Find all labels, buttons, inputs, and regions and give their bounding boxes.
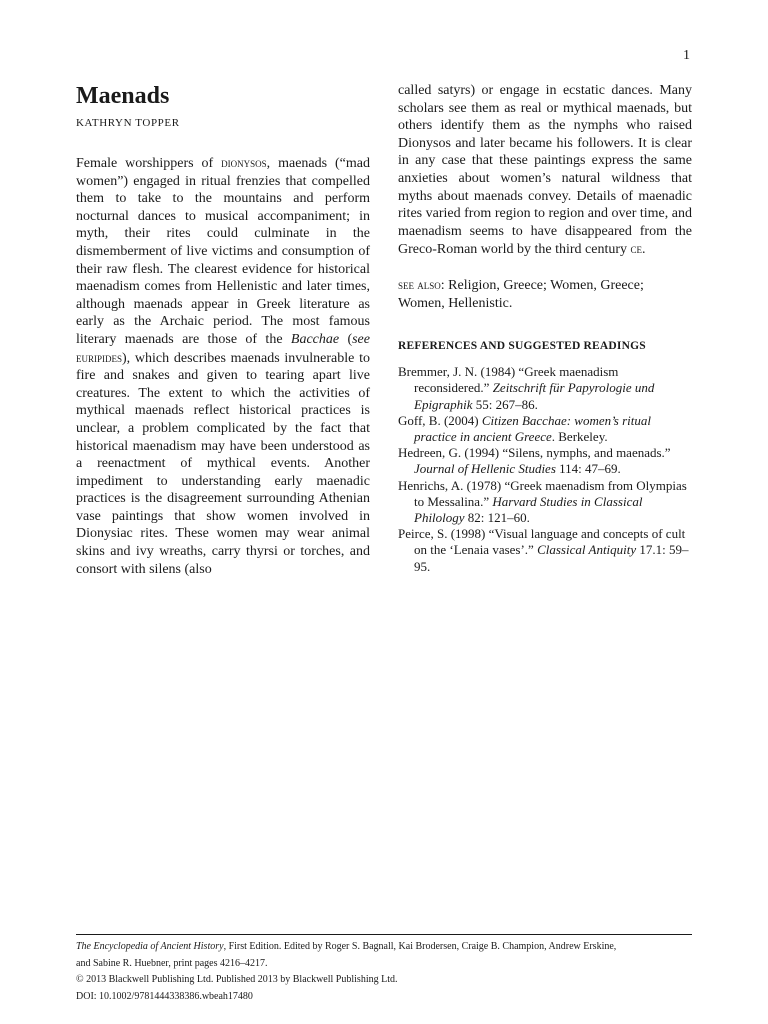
references-heading: REFERENCES AND SUGGESTED READINGS <box>398 340 646 353</box>
references-list <box>398 364 692 575</box>
body-paragraph-right: called satyrs) or engage in ecstatic dances. Many scholars see them as real or mythical maenads, but others identify them as the nymphs who raised Dionysos and later became his followers. It is clear in any case that these paintings express the same anxieties about women’s natural wildness that myths about maenads convey. Details of maenadic rites varied from region to region and over time, and maenadism seems to have disappeared from the Greco-Roman world by the third century ce. <box>398 83 692 258</box>
right-column <box>398 82 692 575</box>
cross-reference-euripides[interactable]: euripides <box>76 349 123 365</box>
footer-line-1: The Encyclopedia of Ancient History, First Edition. Edited by Roger S. Bagnall, Kai Brodersen, Craige B. Champion, Andrew Erskine, <box>76 941 617 952</box>
see-also-label: see also <box>398 276 441 292</box>
era-ce: ce <box>630 241 643 257</box>
work-title-bacchae: Bacchae <box>290 331 340 347</box>
reference-item: Bremmer, J. N. (1984) “Greek maenadism reconsidered.” Zeitschrift für Papyrologie und Epigraphik 55: 267–86. <box>398 364 655 412</box>
publication-footer <box>76 939 692 1005</box>
see-also-links[interactable]: : Religion, Greece; Women, Greece; Women, Hellenistic. <box>398 277 644 311</box>
footer-doi[interactable]: DOI: 10.1002/9781444338386.wbeah17480 <box>76 990 253 1002</box>
footer-line-2: and Sabine R. Huebner, print pages 4216–4217. <box>76 957 268 969</box>
encyclopedia-title: The Encyclopedia of Ancient History <box>76 941 224 952</box>
reference-item: Goff, B. (2004) Citizen Bacchae: women’s ritual practice in ancient Greece. Berkeley. <box>398 412 651 444</box>
page-number: 1 <box>683 48 690 63</box>
reference-item: Peirce, S. (1998) “Visual language and concepts of cult on the ‘Lenaia vases’.” Classical Antiquity 17.1: 59–95. <box>398 526 689 574</box>
see-also <box>398 276 692 312</box>
left-column <box>76 82 370 578</box>
reference-item: Henrichs, A. (1978) “Greek maenadism from Olympias to Messalina.” Harvard Studies in Classical Philology 82: 121–60. <box>398 477 687 525</box>
reference-item: Hedreen, G. (1994) “Silens, nymphs, and maenads.” Journal of Hellenic Studies 114: 47–69. <box>398 445 671 477</box>
article-author: KATHRYN TOPPER <box>76 117 180 129</box>
article-title: Maenads <box>76 83 170 109</box>
footer-copyright: © 2013 Blackwell Publishing Ltd. Published 2013 by Blackwell Publishing Ltd. <box>76 974 398 986</box>
footer-divider <box>76 934 692 935</box>
see-marker: see <box>352 331 370 347</box>
cross-reference-dionysos[interactable]: dionysos <box>221 155 267 170</box>
body-paragraph-left: Female worshippers of dionysos, maenads (“mad women”) engaged in ritual frenzies that compelled them to take to the mountains and perform nocturnal dances to musical accompaniment; in myth, their rites could culminate in the dismemberment of live victims and consumption of their raw flesh. The clearest evidence for historical maenadism comes from Hellenistic and later times, although maenads appear in Greek literature as early as the Archaic period. The most famous literary maenads are those of the Bacchae (see euripides), which describes maenads invulnerable to fire and snakes and given to tearing apart live creatures. The extent to which the activities of mythical maenads reflect historical practices is unclear, a problem complicated by the fact that historical maenadism may have been understood as a reenactment of mythical events. Another impediment to understanding early maenadic practices is the disagreement surrounding Athenian vase paintings that show women involved in Dionysiac rites. These women may wear animal skins and ivy wreaths, carry thyrsi or torches, and consort with silens (also <box>76 155 370 577</box>
